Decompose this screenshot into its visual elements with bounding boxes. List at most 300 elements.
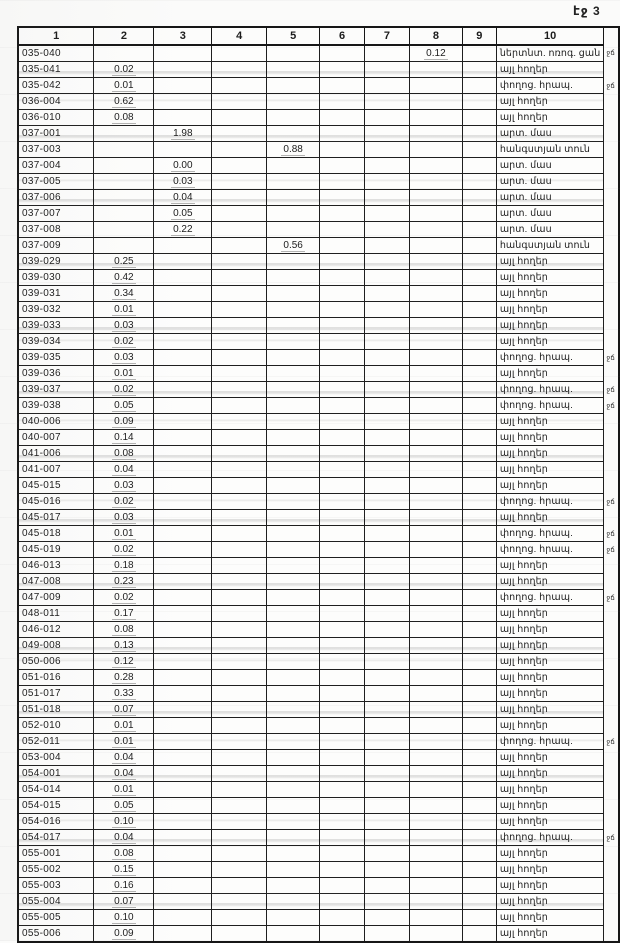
value-cell-col7 [365,606,410,622]
value-cell-col8 [409,862,462,878]
value-cell-col2 [94,830,154,846]
value-cell-col9 [462,222,496,238]
parcel-code: 052-011 [18,734,94,750]
value-cell-col7 [365,254,410,270]
value-cell-col7 [365,334,410,350]
parcel-code: 054-001 [18,766,94,782]
parcel-code: 045-019 [18,542,94,558]
value-cell-col9 [462,526,496,542]
value-cell-col8 [409,334,462,350]
value-cell-col6 [320,206,365,222]
value-cell-col2 [94,590,154,606]
value-cell-col5 [267,782,320,798]
value-cell-col3 [154,430,212,446]
land-type-label: փողոց. հրապ. [496,542,604,558]
parcel-code: 039-033 [18,318,94,334]
value-cell-col6 [320,622,365,638]
parcel-code: 039-032 [18,302,94,318]
value-cell-col3 [154,254,212,270]
table-row [18,830,619,846]
value-cell-col8 [409,510,462,526]
value-cell-col6 [320,318,365,334]
value-cell-col8 [409,222,462,238]
value-cell-col4 [212,638,267,654]
parcel-code: 051-018 [18,702,94,718]
parcel-code: 039-031 [18,286,94,302]
area-value: 0.07 [114,896,134,907]
land-type-label: այլ հողեր [496,318,604,334]
value-cell-col6 [320,574,365,590]
value-cell-col9 [462,286,496,302]
parcel-code: 047-008 [18,574,94,590]
value-cell-col7 [365,430,410,446]
value-cell-col6 [320,174,365,190]
land-type-label: այլ հողեր [496,606,604,622]
land-type-label: փողոց. հրապ. [496,734,604,750]
value-cell-col9 [462,398,496,414]
parcel-code: 055-006 [18,926,94,943]
land-type-label: այլ հողեր [496,654,604,670]
value-cell-col3 [154,798,212,814]
parcel-code: 037-008 [18,222,94,238]
value-cell-col9 [462,750,496,766]
value-cell-col4 [212,158,267,174]
table-row [18,734,619,750]
value-cell-col5 [267,238,320,254]
value-cell-col5 [267,94,320,110]
land-type-label: այլ հողեր [496,910,604,926]
value-cell-col7 [365,190,410,206]
value-cell-col6 [320,766,365,782]
value-cell-col4 [212,334,267,350]
area-value: 0.01 [114,304,134,315]
value-cell-col9 [462,126,496,142]
value-cell-col2 [94,286,154,302]
value-cell-col2 [94,734,154,750]
value-cell-col2 [94,750,154,766]
table-row [18,542,619,558]
value-cell-col8 [409,782,462,798]
value-cell-col8 [409,350,462,366]
table-row [18,94,619,110]
value-cell-col2 [94,110,154,126]
margin-annotation [604,158,619,174]
value-cell-col5 [267,574,320,590]
value-cell-col8 [409,398,462,414]
land-type-label: այլ հողեր [496,702,604,718]
land-type-label: այլ հողեր [496,894,604,910]
area-value: 0.09 [114,928,134,939]
parcel-code: 054-014 [18,782,94,798]
area-value: 0.28 [114,672,134,683]
land-type-label: այլ հողեր [496,558,604,574]
value-cell-col2 [94,350,154,366]
value-cell-col5 [267,862,320,878]
value-cell-col2 [94,926,154,943]
value-cell-col4 [212,350,267,366]
value-cell-col3 [154,862,212,878]
parcel-code: 039-029 [18,254,94,270]
table-row [18,910,619,926]
table-row [18,894,619,910]
value-cell-col9 [462,670,496,686]
value-cell-col5 [267,846,320,862]
table-row [18,45,619,62]
area-value: 0.01 [114,528,134,539]
value-cell-col6 [320,558,365,574]
value-cell-col9 [462,574,496,590]
value-cell-col7 [365,158,410,174]
value-cell-col4 [212,174,267,190]
value-cell-col4 [212,862,267,878]
value-cell-col3 [154,926,212,943]
value-cell-col7 [365,62,410,78]
value-cell-col7 [365,750,410,766]
value-cell-col7 [365,574,410,590]
value-cell-col8 [409,878,462,894]
value-cell-col5 [267,302,320,318]
land-type-label: փողոց. հրապ. [496,526,604,542]
table-row [18,446,619,462]
value-cell-col5 [267,462,320,478]
area-value: 0.04 [114,752,134,763]
value-cell-col8 [409,766,462,782]
margin-annotation [604,686,619,702]
value-cell-col5 [267,590,320,606]
table-row [18,462,619,478]
value-cell-col7 [365,782,410,798]
value-cell-col5 [267,430,320,446]
value-cell-col3 [154,750,212,766]
value-cell-col6 [320,590,365,606]
area-value: 0.03 [114,512,134,523]
margin-annotation [604,638,619,654]
land-type-label: այլ հողեր [496,766,604,782]
value-cell-col8 [409,126,462,142]
value-cell-col3 [154,622,212,638]
area-value: 0.12 [114,656,134,667]
value-cell-col7 [365,766,410,782]
value-cell-col8 [409,830,462,846]
area-value: 0.01 [114,368,134,379]
table-row [18,638,619,654]
table-row [18,558,619,574]
value-cell-col9 [462,462,496,478]
area-value: 0.05 [173,208,193,219]
land-type-label: այլ հողեր [496,478,604,494]
value-cell-col8 [409,94,462,110]
value-cell-col2 [94,542,154,558]
area-value: 0.03 [114,320,134,331]
table-row [18,110,619,126]
margin-annotation [604,654,619,670]
land-type-label: փողոց. հրապ. [496,382,604,398]
parcel-code: 055-002 [18,862,94,878]
value-cell-col3 [154,510,212,526]
parcel-code: 046-012 [18,622,94,638]
value-cell-col2 [94,126,154,142]
parcel-code: 039-030 [18,270,94,286]
column-header-6: 6 [320,27,365,45]
table-row [18,478,619,494]
table-row [18,62,619,78]
margin-annotation [604,878,619,894]
value-cell-col6 [320,542,365,558]
value-cell-col5 [267,45,320,62]
value-cell-col6 [320,254,365,270]
value-cell-col6 [320,45,365,62]
value-cell-col7 [365,478,410,494]
value-cell-col6 [320,750,365,766]
column-header-7: 7 [365,27,410,45]
value-cell-col3 [154,222,212,238]
margin-annotation [604,798,619,814]
value-cell-col4 [212,318,267,334]
land-type-label: այլ հողեր [496,430,604,446]
area-value: 0.10 [114,816,134,827]
value-cell-col5 [267,126,320,142]
value-cell-col9 [462,350,496,366]
value-cell-col6 [320,126,365,142]
value-cell-col3 [154,446,212,462]
value-cell-col4 [212,478,267,494]
page-number-label: էջ 3 [573,4,601,18]
margin-annotation [604,926,619,943]
parcel-code: 039-037 [18,382,94,398]
value-cell-col5 [267,510,320,526]
value-cell-col6 [320,734,365,750]
value-cell-col2 [94,526,154,542]
value-cell-col5 [267,382,320,398]
value-cell-col8 [409,670,462,686]
value-cell-col8 [409,430,462,446]
value-cell-col2 [94,238,154,254]
value-cell-col6 [320,302,365,318]
value-cell-col9 [462,45,496,62]
margin-annotation [604,766,619,782]
value-cell-col4 [212,494,267,510]
table-row [18,798,619,814]
value-cell-col4 [212,366,267,382]
parcel-code: 046-013 [18,558,94,574]
value-cell-col9 [462,782,496,798]
value-cell-col4 [212,574,267,590]
value-cell-col5 [267,526,320,542]
value-cell-col9 [462,206,496,222]
land-type-label: փողոց. հրապ. [496,590,604,606]
value-cell-col8 [409,174,462,190]
value-cell-col5 [267,894,320,910]
value-cell-col9 [462,846,496,862]
value-cell-col3 [154,830,212,846]
value-cell-col9 [462,446,496,462]
area-value: 0.88 [283,144,303,155]
area-value: 0.23 [114,576,134,587]
value-cell-col4 [212,142,267,158]
value-cell-col9 [462,798,496,814]
value-cell-col5 [267,638,320,654]
area-value: 0.15 [114,864,134,875]
value-cell-col7 [365,846,410,862]
value-cell-col9 [462,110,496,126]
area-value: 0.62 [114,96,134,107]
margin-annotation [604,750,619,766]
margin-annotation: ջճ [606,529,615,538]
table-row [18,334,619,350]
parcel-code: 037-001 [18,126,94,142]
value-cell-col4 [212,558,267,574]
parcel-code: 054-016 [18,814,94,830]
value-cell-col6 [320,846,365,862]
value-cell-col8 [409,142,462,158]
value-cell-col8 [409,478,462,494]
value-cell-col3 [154,302,212,318]
value-cell-col8 [409,446,462,462]
area-value: 0.04 [173,192,193,203]
parcel-code: 048-011 [18,606,94,622]
value-cell-col4 [212,270,267,286]
area-value: 0.02 [114,592,134,603]
column-header-9: 9 [462,27,496,45]
margin-annotation: ջճ [606,81,615,90]
area-value: 0.01 [114,720,134,731]
value-cell-col7 [365,94,410,110]
margin-annotation [604,254,619,270]
value-cell-col8 [409,718,462,734]
value-cell-col7 [365,45,410,62]
margin-annotation [604,334,619,350]
land-type-label: այլ հողեր [496,94,604,110]
value-cell-col2 [94,462,154,478]
land-type-label: այլ հողեր [496,270,604,286]
margin-annotation [604,366,619,382]
value-cell-col3 [154,286,212,302]
area-value: 0.02 [114,496,134,507]
value-cell-col5 [267,190,320,206]
margin-annotation [604,910,619,926]
value-cell-col4 [212,606,267,622]
parcel-code: 040-007 [18,430,94,446]
column-header-10: 10 [496,27,604,45]
value-cell-col8 [409,206,462,222]
value-cell-col3 [154,366,212,382]
value-cell-col2 [94,45,154,62]
value-cell-col7 [365,302,410,318]
value-cell-col6 [320,158,365,174]
value-cell-col7 [365,110,410,126]
value-cell-col6 [320,910,365,926]
value-cell-col8 [409,254,462,270]
value-cell-col2 [94,190,154,206]
value-cell-col4 [212,926,267,943]
value-cell-col7 [365,462,410,478]
value-cell-col7 [365,238,410,254]
value-cell-col7 [365,878,410,894]
margin-annotation [604,318,619,334]
value-cell-col2 [94,622,154,638]
table-row [18,126,619,142]
parcel-code: 036-010 [18,110,94,126]
table-row [18,606,619,622]
value-cell-col8 [409,110,462,126]
area-value: 0.42 [114,272,134,283]
margin-annotation: ջճ [606,593,615,602]
value-cell-col8 [409,702,462,718]
value-cell-col2 [94,798,154,814]
value-cell-col2 [94,686,154,702]
value-cell-col5 [267,654,320,670]
value-cell-col9 [462,606,496,622]
table-row [18,366,619,382]
value-cell-col8 [409,382,462,398]
value-cell-col9 [462,366,496,382]
value-cell-col6 [320,94,365,110]
table-row [18,510,619,526]
parcel-code: 035-040 [18,45,94,62]
value-cell-col3 [154,606,212,622]
table-row [18,686,619,702]
value-cell-col4 [212,878,267,894]
value-cell-col5 [267,478,320,494]
value-cell-col6 [320,606,365,622]
column-header-2: 2 [94,27,154,45]
value-cell-col7 [365,350,410,366]
value-cell-col6 [320,238,365,254]
value-cell-col9 [462,766,496,782]
value-cell-col6 [320,670,365,686]
value-cell-col6 [320,286,365,302]
value-cell-col5 [267,78,320,94]
value-cell-col2 [94,478,154,494]
value-cell-col5 [267,254,320,270]
value-cell-col3 [154,574,212,590]
value-cell-col5 [267,398,320,414]
margin-annotation: ջճ [606,49,615,58]
margin-annotation [604,174,619,190]
margin-annotation [604,862,619,878]
value-cell-col5 [267,734,320,750]
land-type-label: այլ հողեր [496,622,604,638]
value-cell-col2 [94,718,154,734]
parcel-code: 037-003 [18,142,94,158]
value-cell-col3 [154,910,212,926]
value-cell-col6 [320,142,365,158]
table-row [18,174,619,190]
value-cell-col7 [365,798,410,814]
value-cell-col7 [365,670,410,686]
value-cell-col9 [462,318,496,334]
value-cell-col2 [94,174,154,190]
value-cell-col6 [320,526,365,542]
table-row [18,750,619,766]
land-type-label: այլ հողեր [496,798,604,814]
value-cell-col6 [320,782,365,798]
margin-annotation [604,446,619,462]
value-cell-col3 [154,462,212,478]
value-cell-col5 [267,798,320,814]
margin-annotation [604,142,619,158]
parcel-code: 054-017 [18,830,94,846]
parcel-code: 047-009 [18,590,94,606]
value-cell-col3 [154,45,212,62]
value-cell-col5 [267,446,320,462]
value-cell-col3 [154,62,212,78]
land-type-label: այլ հողեր [496,814,604,830]
parcel-code: 039-038 [18,398,94,414]
value-cell-col6 [320,798,365,814]
parcel-code: 055-005 [18,910,94,926]
table-row [18,142,619,158]
